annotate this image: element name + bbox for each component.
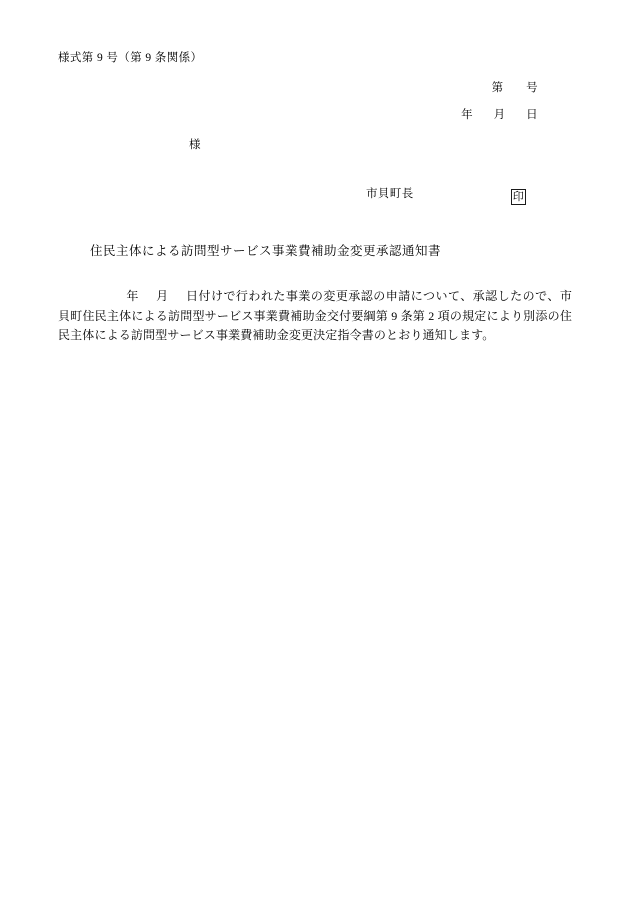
document-date-line [58,106,572,122]
document-number-suffix: 号 [526,82,538,95]
date-day-label: 日 [526,109,538,122]
addressee-line [58,136,572,152]
issuer-line [58,185,572,205]
seal-icon: 印 [512,191,525,204]
addressee-suffix: 様 [189,139,201,152]
document-number-line [58,79,572,95]
body-date-year: 年 [126,289,139,304]
body-date-month: 月 [155,289,169,304]
body-text: 日付けで行われた事業の変更承認の申請について、承認したので、市貝町住民主体による訪問型サービス事業費補助金交付要綱第 9 条第 2 項の規定により別添の住民主体による訪問型サービス事業費補助金変更決定指令書のとおり通知します。 [58,289,572,343]
document-body [58,50,572,346]
document-paragraph [58,287,572,345]
date-month-label: 月 [493,109,506,122]
form-number: 様式第 9 号（第 9 条関係） [58,52,203,64]
document-number-prefix: 第 [491,82,504,95]
date-year-label: 年 [461,109,474,122]
issuer-name: 市貝町長 [366,188,414,201]
document-title: 住民主体による訪問型サービス事業費補助金変更承認通知書 [90,244,442,259]
